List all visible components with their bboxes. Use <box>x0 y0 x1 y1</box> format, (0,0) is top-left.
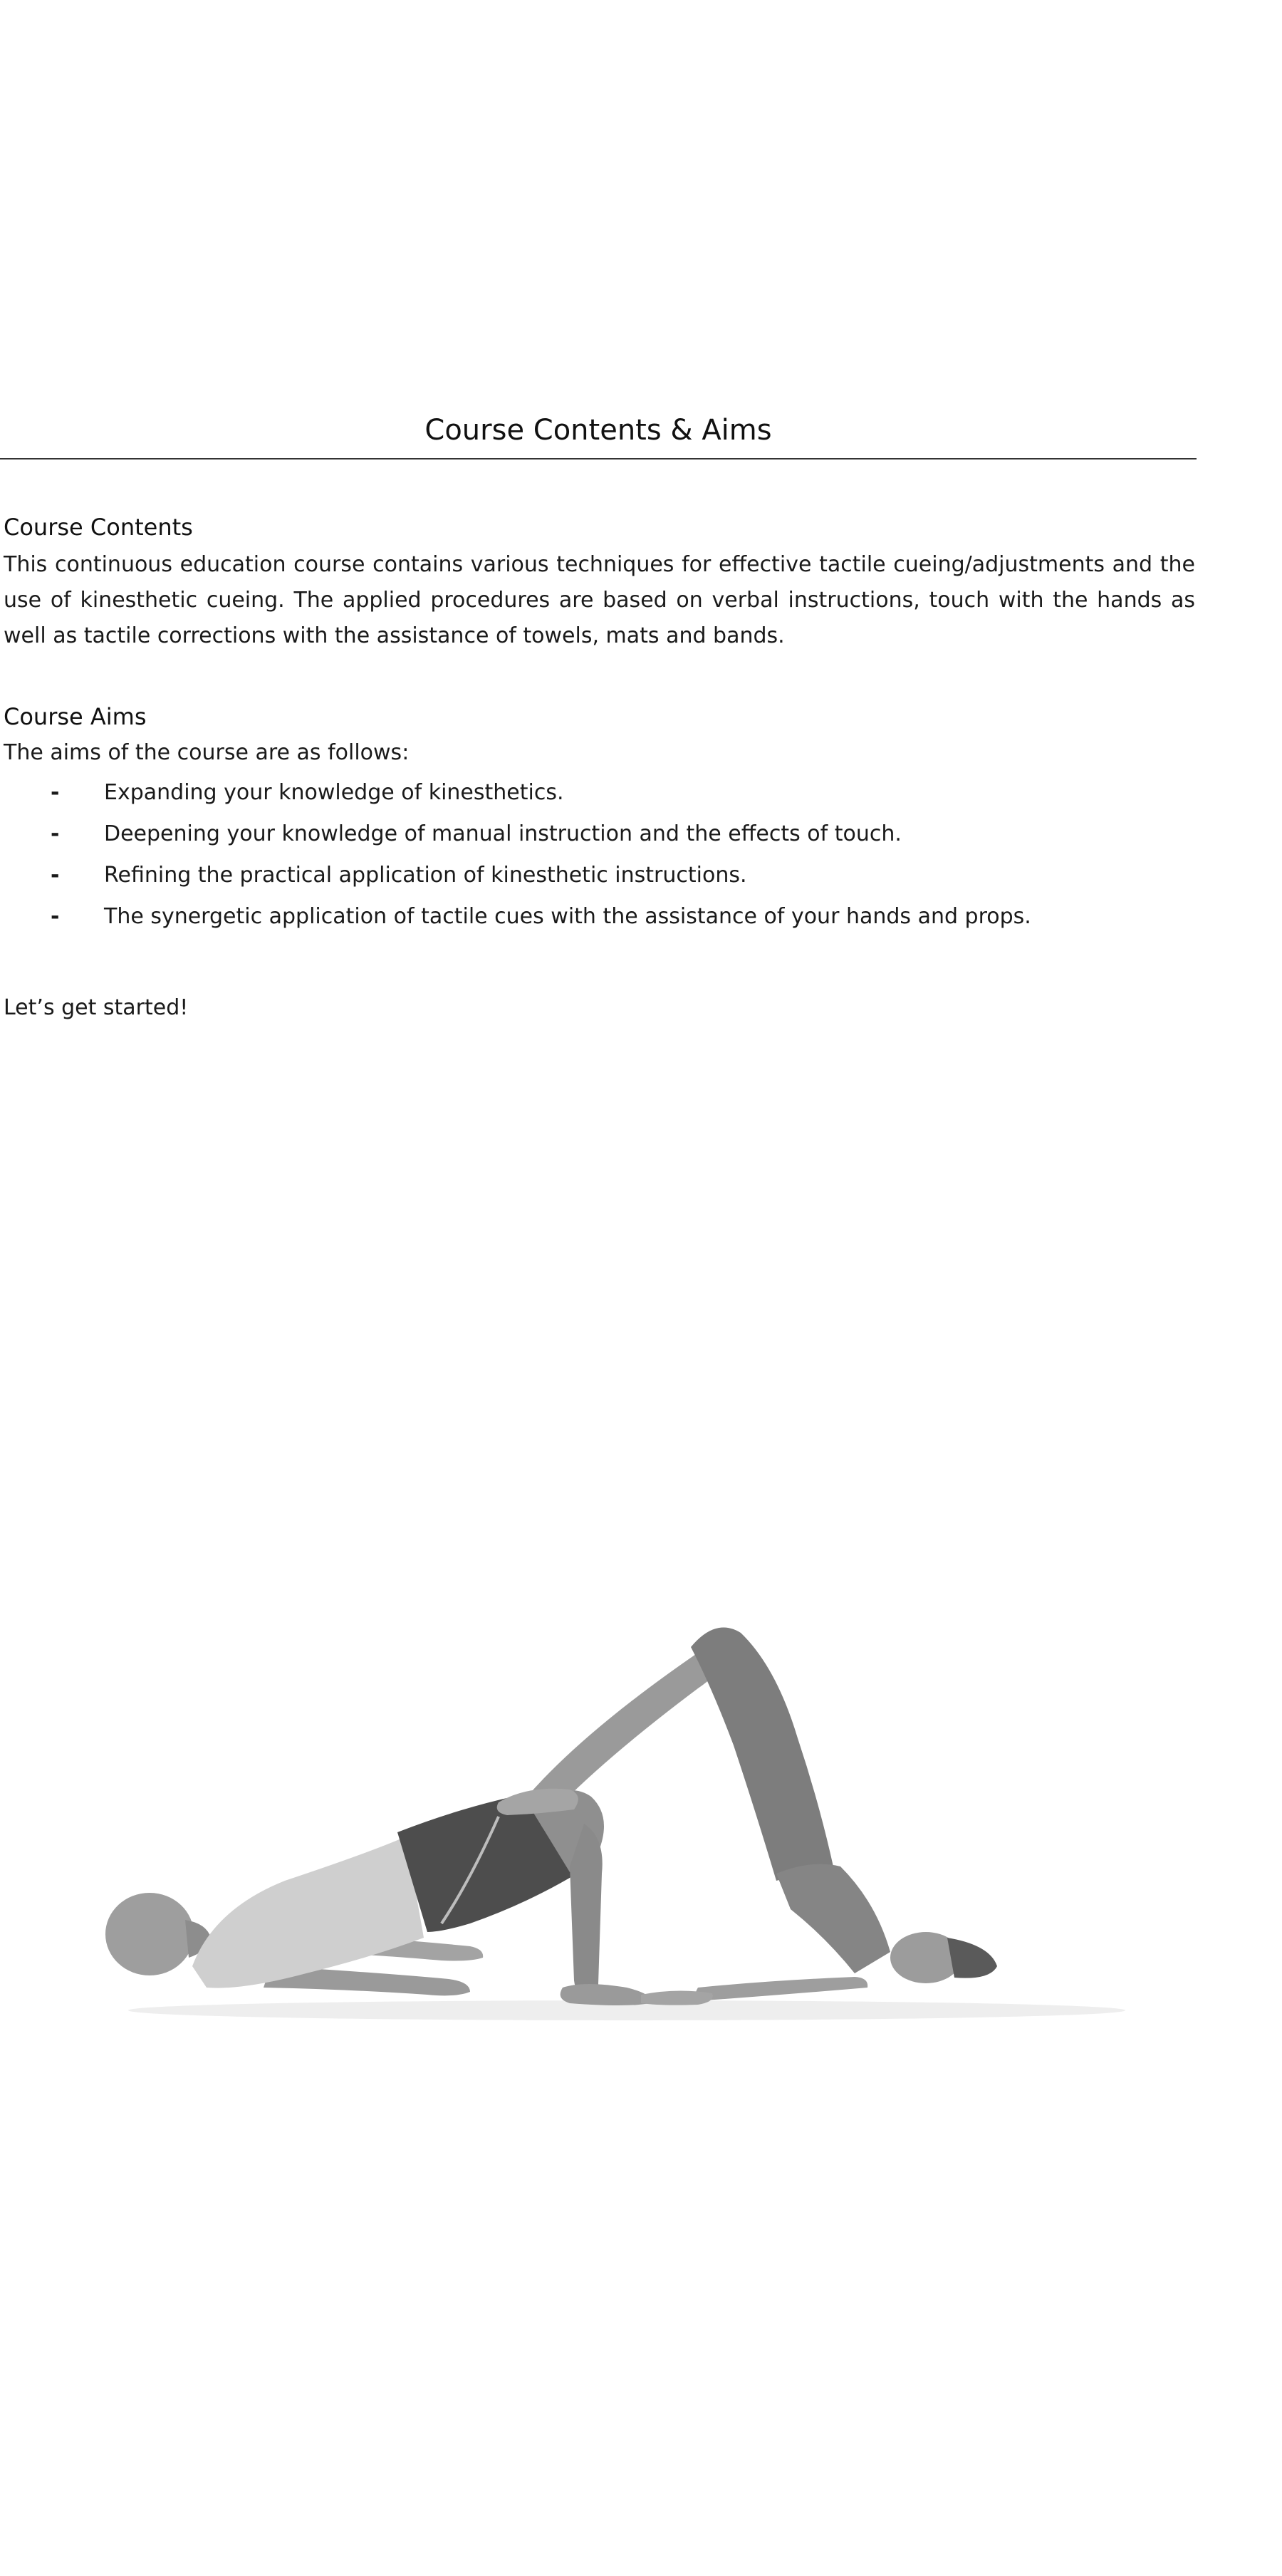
aim-text: Refining the practical application of kinesthetic instructions. <box>104 863 747 888</box>
list-item <box>0 899 1197 940</box>
woman-leggings <box>691 1627 833 1881</box>
course-contents-paragraph: This continuous education course contains various techniques for effective tactile cueing/adjustments and the use of kinesthetic cueing. The applied procedures are based on verbal instructions, touch with the hands as well as tactile corrections with the assistance of towels, mats and bands. <box>4 552 1195 648</box>
man-head <box>105 1893 194 1975</box>
bullet-dash: - <box>51 821 60 846</box>
woman-hand <box>641 1990 713 2005</box>
course-aims-intro: The aims of the course are as follows: <box>4 740 410 765</box>
list-item <box>0 858 1197 899</box>
partner-yoga-illustration <box>105 1627 1125 2020</box>
bullet-dash: - <box>51 863 60 888</box>
course-contents-heading: Course Contents <box>4 514 193 541</box>
bullet-dash: - <box>51 904 60 929</box>
bullet-dash: - <box>51 780 60 805</box>
list-item <box>0 775 1197 816</box>
man-foot <box>561 1984 651 2005</box>
woman-hair <box>947 1938 997 1978</box>
title-divider <box>0 458 1197 459</box>
course-aims-heading: Course Aims <box>4 703 147 730</box>
page-title: Course Contents & Aims <box>424 414 772 447</box>
closing-line: Let’s get started! <box>4 995 189 1020</box>
woman-arm <box>696 1977 868 2000</box>
aim-text: The synergetic application of tactile cues with the assistance of your hands and props. <box>104 904 1031 929</box>
course-aims-list <box>0 775 1197 940</box>
partner-yoga-bridge-photo <box>71 1567 1182 2066</box>
aim-text: Deepening your knowledge of manual instruction and the effects of touch. <box>104 821 902 846</box>
man-shirt <box>192 1837 424 1988</box>
list-item <box>0 816 1197 858</box>
aim-text: Expanding your knowledge of kinesthetics. <box>104 780 564 805</box>
woman-shin <box>527 1648 726 1810</box>
woman-torso <box>776 1864 890 1973</box>
